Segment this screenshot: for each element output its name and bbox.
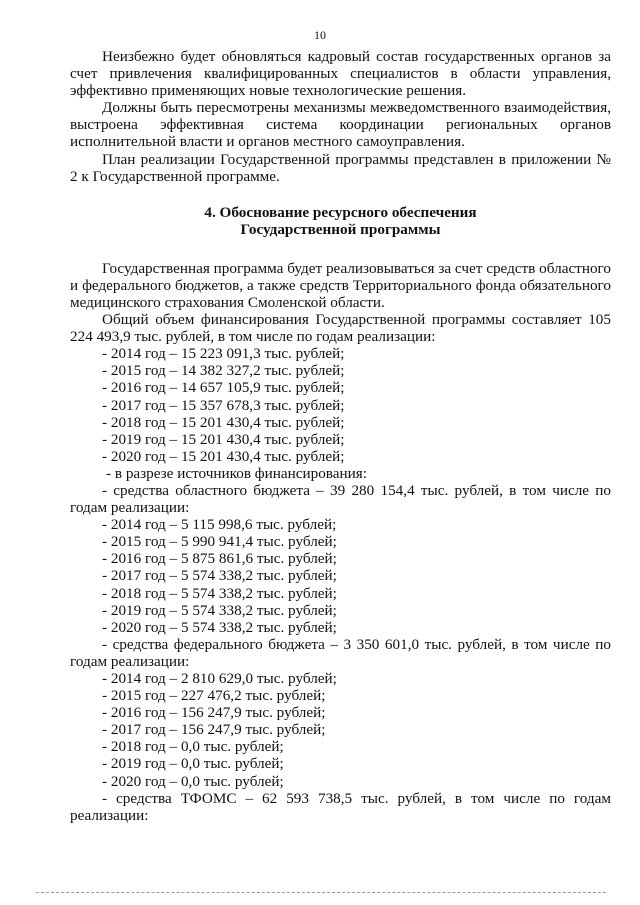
list-item: - 2014 год – 5 115 998,6 тыс. рублей; [102, 516, 337, 534]
list-item: - 2018 год – 0,0 тыс. рублей; [102, 738, 284, 756]
list-item: - 2015 год – 14 382 327,2 тыс. рублей; [102, 362, 345, 380]
list-item: - 2015 год – 5 990 941,4 тыс. рублей; [102, 533, 337, 551]
section-heading-line: 4. Обоснование ресурсного обеспечения [204, 203, 477, 221]
list-item: - 2017 год – 5 574 338,2 тыс. рублей; [102, 567, 337, 585]
intro-paragraph: План реализации Государственной программы представлен в приложении № 2 к Государственной программе. [70, 150, 611, 185]
total-by-year-list [70, 345, 611, 465]
list-item: - 2018 год – 5 574 338,2 тыс. рублей; [102, 584, 337, 602]
list-item: - 2020 год – 0,0 тыс. рублей; [102, 772, 284, 790]
list-item: - 2016 год – 156 247,9 тыс. рублей; [102, 704, 326, 722]
section-heading [70, 204, 611, 239]
list-item: - 2016 год – 5 875 861,6 тыс. рублей; [102, 550, 337, 568]
list-item: - 2019 год – 5 574 338,2 тыс. рублей; [102, 601, 337, 619]
list-item: - 2015 год – 227 476,2 тыс. рублей; [102, 687, 326, 705]
federal-by-year-list [70, 670, 611, 790]
document-body [70, 48, 611, 824]
list-item: - 2014 год – 15 223 091,3 тыс. рублей; [102, 345, 345, 363]
list-item: - 2020 год – 15 201 430,4 тыс. рублей; [102, 447, 345, 465]
list-item: - 2019 год – 0,0 тыс. рублей; [102, 755, 284, 773]
federal-budget-paragraph: - средства федерального бюджета – 3 350 601,0 тыс. рублей, в том числе по годам реализации: [70, 635, 611, 670]
intro-paragraph: Неизбежно будет обновляться кадровый состав государственных органов за счет привлечения квалифицированных специалистов в области управления, эффективно применяющих новые технологические решения. [70, 48, 611, 100]
list-item: - 2014 год – 2 810 629,0 тыс. рублей; [102, 670, 337, 687]
list-item: - 2020 год – 5 574 338,2 тыс. рублей; [102, 618, 337, 636]
tfoms-paragraph: - средства ТФОМС – 62 593 738,5 тыс. рублей, в том числе по годам реализации: [70, 789, 611, 824]
list-item: - 2017 год – 15 357 678,3 тыс. рублей; [102, 396, 345, 414]
list-item: - 2019 год – 15 201 430,4 тыс. рублей; [102, 430, 345, 448]
regional-by-year-list [70, 516, 611, 636]
funding-sources-paragraph: Государственная программа будет реализовываться за счет средств областного и федерального бюджетов, а также средств Территориального фонда обязательного медицинского страхования Смоленской области. [70, 259, 611, 311]
total-funding-paragraph: Общий объем финансирования Государственной программы составляет 105 224 493,9 тыс. рублей, в том числе по годам реализации: [70, 311, 611, 346]
page-bottom-divider [36, 892, 606, 893]
list-item: - 2018 год – 15 201 430,4 тыс. рублей; [102, 413, 345, 431]
list-item: - 2016 год – 14 657 105,9 тыс. рублей; [102, 379, 345, 397]
intro-paragraph: Должны быть пересмотрены механизмы межведомственного взаимодействия, выстроена эффективная система координации региональных органов исполнительной власти и органов местного самоуправления. [70, 99, 611, 151]
section-heading-line: Государственной программы [240, 221, 441, 239]
regional-budget-paragraph: - средства областного бюджета – 39 280 154,4 тыс. рублей, в том числе по годам реализации: [70, 481, 611, 517]
sources-intro: - в разрезе источников финансирования: [106, 464, 367, 482]
page-number: 10 [314, 28, 326, 42]
list-item: - 2017 год – 156 247,9 тыс. рублей; [102, 721, 326, 739]
